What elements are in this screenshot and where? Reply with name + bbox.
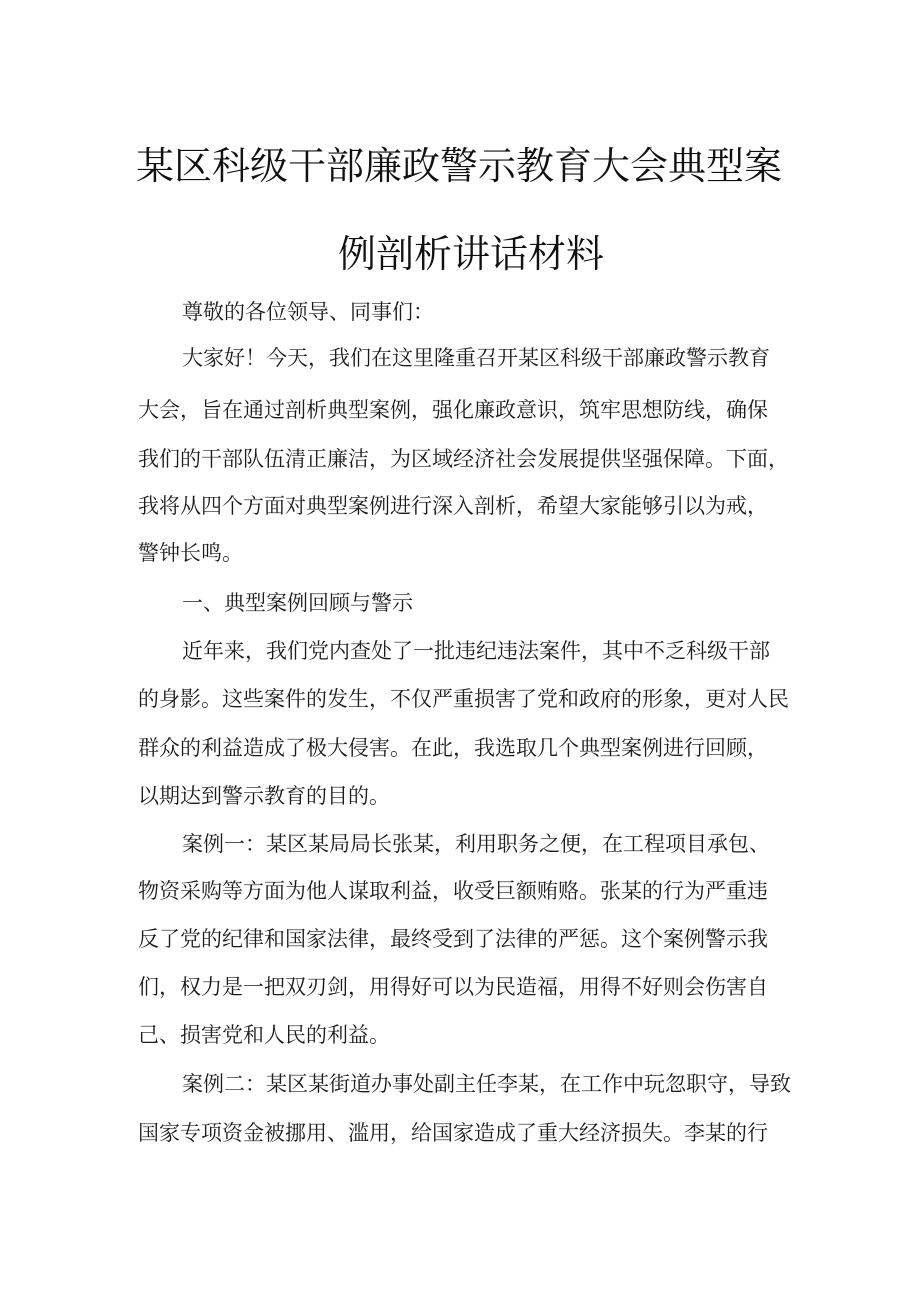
paragraph-line: 的身影。这些案件的发生，不仅严重损害了党和政府的形象，更对人民 [138, 687, 789, 711]
paragraph-line: 警钟长鸣。 [138, 541, 243, 565]
section-heading: 一、典型案例回顾与警示 [182, 591, 413, 615]
document-title-line-2: 例剖析讲话材料 [338, 232, 605, 276]
salutation: 尊敬的各位领导、同事们： [182, 300, 434, 324]
paragraph-line: 大家好！今天，我们在这里隆重召开某区科级干部廉政警示教育 [182, 346, 770, 370]
paragraph-line: 大会，旨在通过剖析典型案例，强化廉政意识，筑牢思想防线，确保 [138, 398, 768, 422]
paragraph-line: 案例一：某区某局局长张某，利用职务之便，在工程项目承包、 [182, 832, 770, 856]
paragraph-line: 我们的干部队伍清正廉洁，为区域经济社会发展提供坚强保障。下面， [138, 447, 789, 471]
paragraph-line: 物资采购等方面为他人谋取利益，收受巨额贿赂。张某的行为严重违 [138, 879, 768, 903]
paragraph-line: 我将从四个方面对典型案例进行深入剖析，希望大家能够引以为戒， [138, 494, 768, 518]
paragraph-line: 己、损害党和人民的利益。 [138, 1023, 390, 1047]
paragraph-line: 案例二：某区某街道办事处副主任李某，在工作中玩忽职守，导致 [182, 1072, 791, 1096]
document-title-line-1: 某区科级干部廉政警示教育大会典型案 [136, 144, 783, 188]
paragraph-line: 以期达到警示教育的目的。 [138, 784, 390, 808]
paragraph-line: 国家专项资金被挪用、滥用，给国家造成了重大经济损失。李某的行 [138, 1121, 768, 1145]
paragraph-line: 群众的利益造成了极大侵害。在此，我选取几个典型案例进行回顾， [138, 736, 768, 760]
paragraph-line: 们，权力是一把双刃剑，用得好可以为民造福，用得不好则会伤害自 [138, 975, 768, 999]
paragraph-line: 反了党的纪律和国家法律，最终受到了法律的严惩。这个案例警示我 [138, 927, 768, 951]
paragraph-line: 近年来，我们党内查处了一批违纪违法案件，其中不乏科级干部 [182, 639, 770, 663]
